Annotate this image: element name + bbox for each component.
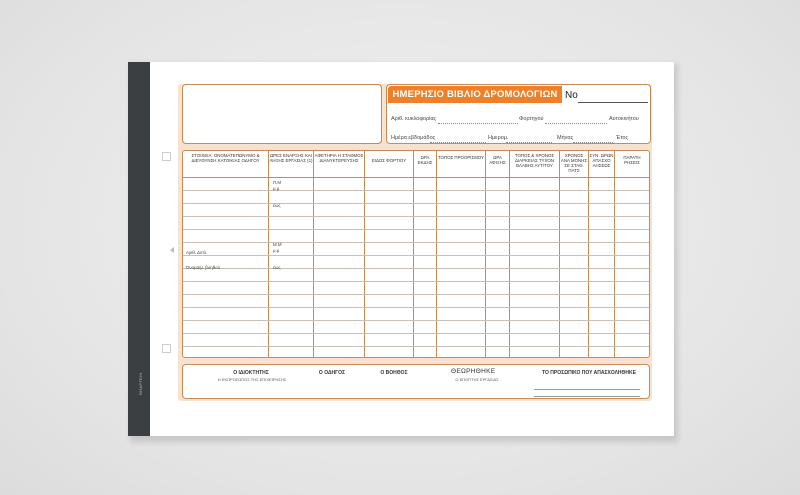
col-header-arrival-time: ΩΡΑ ΑΦΙΞΗΣ <box>489 155 506 165</box>
month-label: Μήνας <box>557 135 574 141</box>
driver-label: Ο ΟΔΗΓΟΣ <box>318 370 346 376</box>
assistant-label: Ο ΒΟΗΘΟΣ <box>380 370 408 376</box>
table-row[interactable] <box>183 320 649 321</box>
column-divider <box>509 150 510 358</box>
inspector-label: Ο ΕΠΟΠΤΗΣ ΕΡΓΑΣΙΑΣ <box>455 377 499 382</box>
cell-note: μ.μ <box>273 186 280 191</box>
registration-label: Αριθ. κυκλοφορίας <box>391 116 437 122</box>
owner-label: Ο ΙΔΙΟΚΤΗΤΗΣ <box>233 370 269 376</box>
table-row[interactable] <box>183 294 649 295</box>
column-divider <box>436 150 437 358</box>
date-label: Ημερομ. <box>488 135 509 141</box>
number-line[interactable] <box>578 102 648 103</box>
table-row[interactable] <box>183 346 649 347</box>
freight-label: Φορτηγού <box>519 116 544 122</box>
staff-label: ΤΟ ΠΡΟΣΩΠΙΚΟ ΠΟΥ ΑΠΑΣΧΟΛΗΘΗΚΕ <box>542 370 636 376</box>
table-row[interactable] <box>183 307 649 308</box>
cell-note: έως <box>273 203 281 208</box>
year-label: Έτος <box>616 135 629 141</box>
form-title: ΗΜΕΡΗΣΙΟ ΒΙΒΛΙΟ ΔΡΟΜΟΛΟΓΙΩΝ <box>388 86 562 103</box>
truck-label: Αυτοκινήτου <box>609 116 639 122</box>
col-header-remarks: ΠΑΡΑΤΗ ΡΗΣΕΙΣ <box>623 155 641 165</box>
table-row[interactable] <box>183 281 649 282</box>
weekday-label: Ημέρα εβδομάδος <box>391 135 436 141</box>
table-row[interactable] <box>183 333 649 334</box>
date-line[interactable] <box>506 142 552 143</box>
freight-line[interactable] <box>545 123 607 124</box>
certified-label: ΘΕΩΡΗΘΗΚΕ <box>451 368 496 375</box>
table-header-separator <box>183 177 649 178</box>
number-label: No <box>565 90 578 101</box>
cell-note: έως <box>273 265 281 270</box>
table-row[interactable] <box>183 229 649 230</box>
stamp-box <box>182 84 382 144</box>
table-row[interactable] <box>183 190 649 191</box>
staff-sign-line[interactable] <box>534 396 640 397</box>
column-divider <box>268 150 269 358</box>
column-divider <box>485 150 486 358</box>
arrow-marker-icon <box>170 247 174 253</box>
column-divider <box>588 150 589 358</box>
month-line[interactable] <box>573 142 613 143</box>
col-header-destination: ΤΟΠΟΣ ΠΡΟΟΡΙΣΜΟΥ <box>437 155 485 160</box>
column-divider <box>413 150 414 358</box>
binding-label: RHAPTEIN <box>138 372 143 395</box>
col-header-cargo: ΕΙΔΟΣ ΦΟΡΤΙΟΥ <box>371 158 407 163</box>
column-divider <box>364 150 365 358</box>
col-header-work-hours: ΩΡΕΣ ΕΝΑΡΞΗΣ ΚΑΙ ΛΗΞΗΣ ΕΡΓΑΣΙΑΣ (1) <box>269 153 313 163</box>
col-header-driver: ΣΤΟΙΧΕΙΑ: ΟΝΟΜΑΤΕΠΩΝΥΜΟ & ΔΙΕΥΘΥΝΣΗ ΚΑΤΟΙΚΙΑΣ ΟΔΗΓΟΥ <box>191 153 260 163</box>
table-row[interactable] <box>183 203 649 204</box>
owner-sub-label: Η ΕΚΠΡΟΣΩΠΟΣ ΤΗΣ ΕΠΙΧΕΙΡΗΣΗΣ <box>217 377 287 382</box>
col-header-departure: ΑΦΕΤΗΡΙΑ Η ΣΤΑΘΜΟΣ ΔΙΑΝΥΚΤΕΡΕΥΣΗΣ <box>314 153 364 163</box>
table-row[interactable] <box>183 242 649 243</box>
staff-sign-line[interactable] <box>534 389 640 390</box>
log-table <box>182 150 650 358</box>
col-header-wait-time: ΧΡΟΝΟΣ ΑΝΑ ΜΟΝΗΣ ΣΕ ΣΤΑΘ. ΠΑΤΣ <box>560 153 588 173</box>
punch-hole <box>162 344 171 353</box>
column-divider <box>313 150 314 358</box>
weekday-line[interactable] <box>430 142 486 143</box>
col-header-departure-time: ΩΡΑ ΕΚΔΗΣ <box>417 155 433 165</box>
col-header-breakdown: ΤΟΠΟΣ & ΧΡΟΝΟΣ ΔΙΑΡΚΕΙΑΣ ΤΥΧΟΝ ΒΛΑΒΗΣ ΑΥΤ/ΤΟΥ <box>514 153 555 168</box>
table-row[interactable] <box>183 216 649 217</box>
license-note: Αριθ. Διπλ. <box>186 250 208 255</box>
table-row[interactable] <box>183 268 649 269</box>
column-divider <box>614 150 615 358</box>
registration-line[interactable] <box>438 123 518 124</box>
col-header-total-hours: ΣΥΝ. ΩΡΩΝ ΑΠΑΣΧΟ ΛΗΣΕΩΣ <box>589 153 614 168</box>
punch-hole <box>162 152 171 161</box>
table-row[interactable] <box>183 255 649 256</box>
column-divider <box>559 150 560 358</box>
cell-note: μ.μ <box>273 248 280 253</box>
cell-note: Π.Μ <box>273 180 282 185</box>
assistant-note: Όνομα/μ. βοηθού <box>186 265 220 270</box>
cell-note: Μ.Μ <box>273 242 282 247</box>
